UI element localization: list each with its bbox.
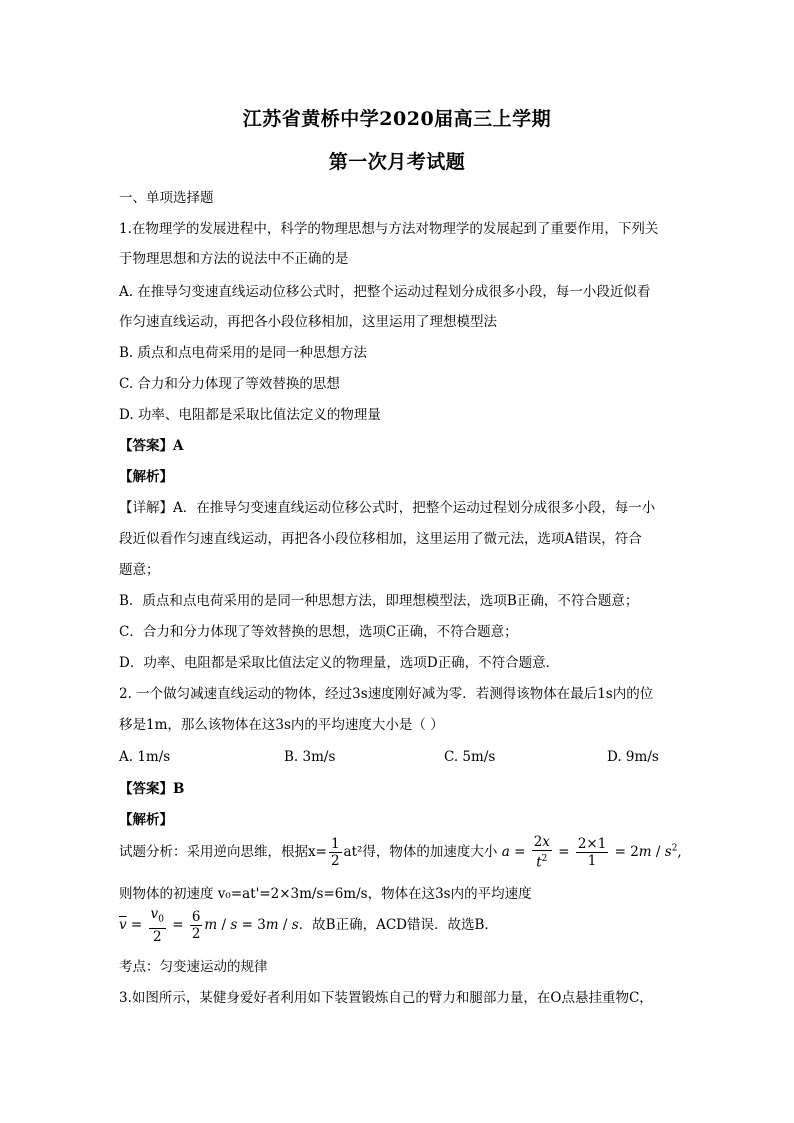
q2-knowledge-point: 考点：匀变速运动的规律: [119, 959, 268, 975]
q3-stem-line1: 3.如图所示，某健身爱好者利用如下装置锻炼自己的臂力和腿部力量，在O点悬挂重物C，: [119, 990, 653, 1006]
q1-detail-b: B．质点和点电荷采用的是同一种思想方法，即理想模型法，选项B正确，不符合题意；: [119, 593, 639, 609]
q2-stem-line1: 2. 一个做匀减速直线运动的物体，经过3s速度刚好减为零．若测得该物体在最后1s内的位: [119, 686, 654, 702]
q2-solution-text-b: at²得，物体的加速度大小: [343, 843, 498, 860]
q2-solution-line3: $\overline{v}$ = $\frac{v_0}{2}$ = $\frac{6}{2}$ m / s = 3m / s．故B正确，ACD错误．故选B．: [119, 906, 498, 945]
q2-option-d: D. 9m/s: [607, 749, 659, 765]
fraction-one-half: $\frac{1}{2}$: [330, 835, 340, 869]
q1-detail-line2: 段近似看作匀速直线运动，再把各小段位移相加，这里运用了微元法，选项A错误，符合: [119, 531, 642, 547]
q2-analysis-heading: 【解析】: [119, 812, 173, 828]
q1-option-d: D. 功率、电阻都是采取比值法定义的物理量: [119, 407, 381, 423]
section-heading: 一、单项选择题: [119, 190, 214, 206]
q2-option-a: A. 1m/s: [119, 749, 171, 765]
q1-option-c: C. 合力和分力体现了等效替换的思想: [119, 376, 340, 392]
q2-solution-text-c: ．故B正确，ACD错误．故选B．: [298, 916, 498, 933]
fraction-v0-over-2: $\frac{v_0}{2}$: [150, 906, 164, 945]
fraction-2x1-over-1: $\frac{2\times 1}{1}$: [577, 835, 607, 869]
q1-detail-c: C．合力和分力体现了等效替换的思想，选项C正确，不符合题意；: [119, 624, 518, 640]
q1-stem-line1: 1.在物理学的发展进程中，科学的物理思想与方法对物理学的发展起到了重要作用，下列关: [119, 221, 659, 237]
q1-answer: 【答案】A: [119, 438, 184, 454]
q2-option-b: B. 3m/s: [284, 749, 336, 765]
q2-solution-line1: 试题分析：采用逆向思维，根据x= $\frac{1}{2}$ at²得，物体的加速度大小 a = $\frac{2x}{t^2}$ = $\frac{2\times 1}{1}$ = $2m / s^2$,: [119, 834, 682, 871]
document-subtitle: 第一次月考试题: [328, 151, 466, 173]
q2-option-c: C. 5m/s: [444, 749, 496, 765]
q1-detail-line1: 【详解】A．在推导匀变速直线运动位移公式时，把整个运动过程划分成很多小段，每一小: [119, 500, 656, 516]
q1-stem-line2: 于物理思想和方法的说法中不正确的是: [119, 251, 349, 267]
fraction-2x-over-t2: $\frac{2x}{t^2}$: [533, 834, 550, 871]
q1-analysis-heading: 【解析】: [119, 469, 173, 485]
fraction-6-over-2: $\frac{6}{2}$: [191, 908, 201, 942]
q1-option-b: B. 质点和点电荷采用的是同一种思想方法: [119, 345, 368, 361]
q1-detail-d: D．功率、电阻都是采取比值法定义的物理量，选项D正确，不符合题意．: [119, 655, 560, 671]
q1-option-a-line2: 作匀速直线运动，再把各小段位移相加，这里运用了理想模型法: [119, 314, 497, 330]
q1-option-a-line1: A. 在推导匀变速直线运动位移公式时，把整个运动过程划分成很多小段，每一小段近似看: [119, 284, 651, 300]
document-title: 江苏省黄桥中学2020届高三上学期: [242, 108, 552, 130]
q2-solution-line2: 则物体的初速度 v₀=at'=2×3m/s=6m/s，物体在这3s内的平均速度: [119, 886, 532, 902]
q2-solution-text-a: 试题分析：采用逆向思维，根据x=: [119, 843, 327, 860]
q2-answer: 【答案】B: [119, 781, 185, 797]
q2-stem-line2: 移是1m，那么该物体在这3s内的平均速度大小是（ ）: [119, 717, 444, 733]
q1-detail-line3: 题意；: [119, 562, 160, 578]
